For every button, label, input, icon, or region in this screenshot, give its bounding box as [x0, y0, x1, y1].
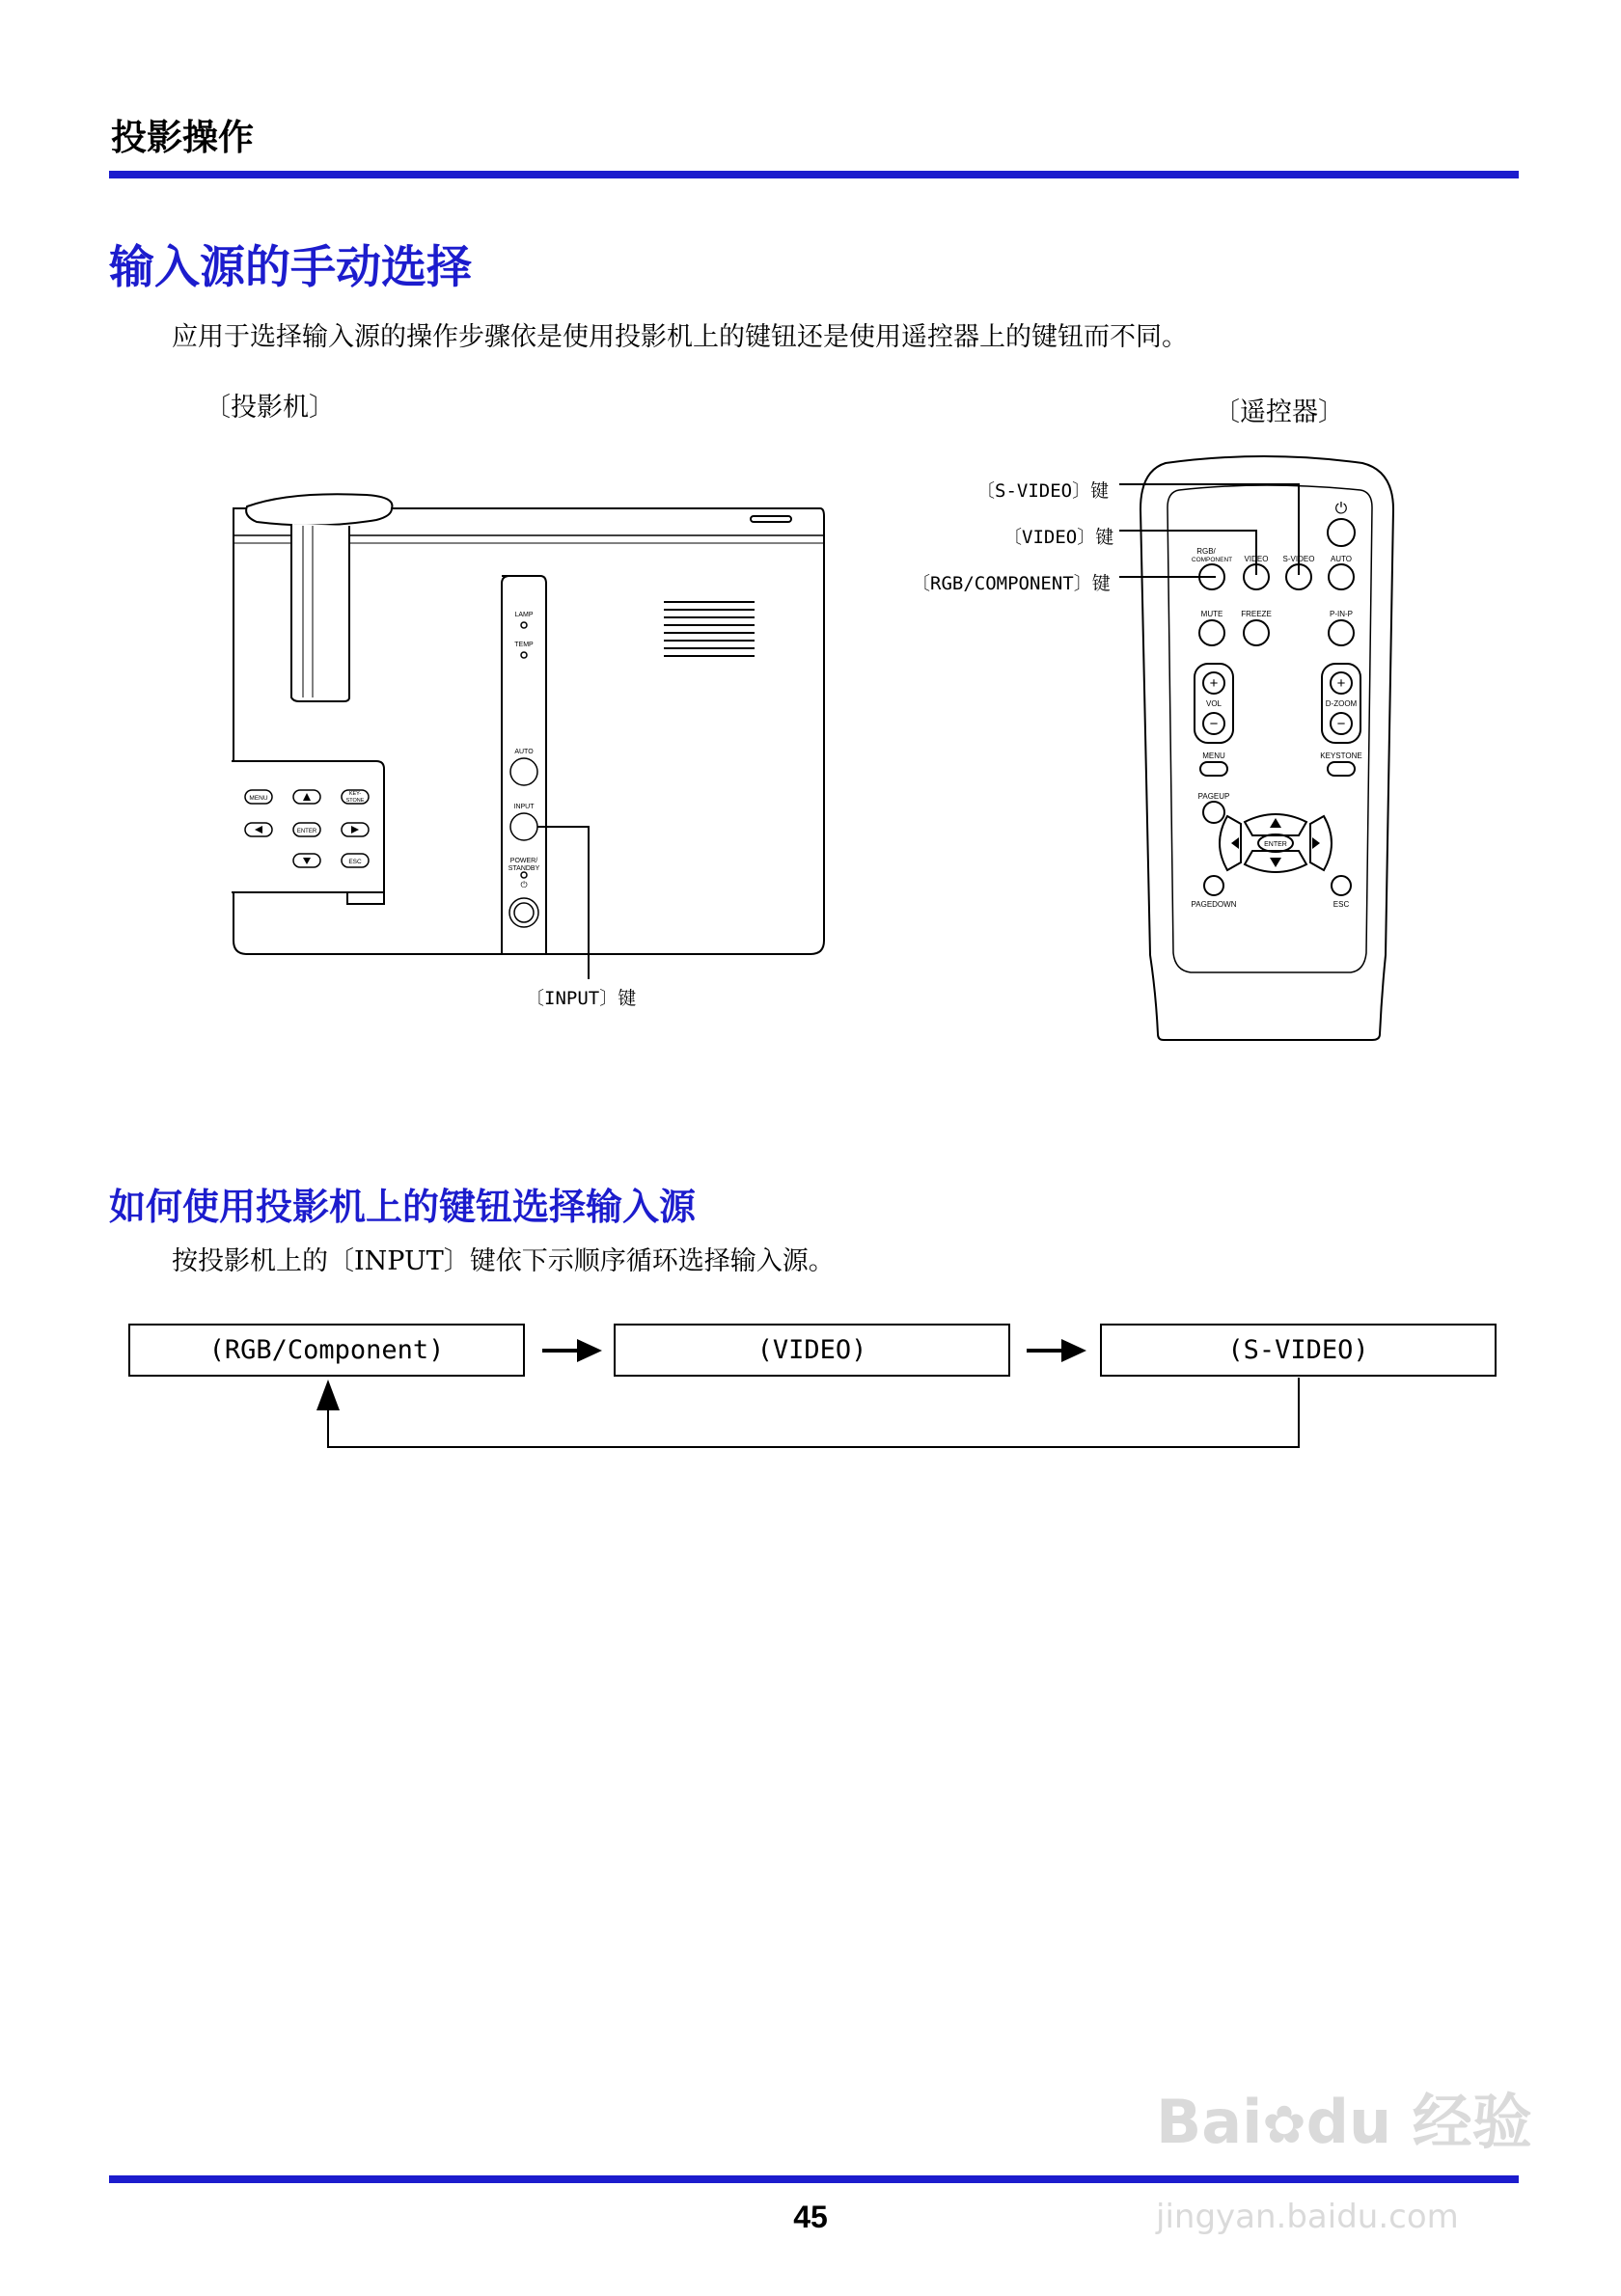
section2-instruction: 按投影机上的〔INPUT〕键依下示顺序循环选择输入源。	[172, 1246, 835, 1276]
vol-plus-icon: +	[1209, 675, 1219, 692]
watermark-logo: Bai✿du 经验	[1156, 2087, 1532, 2157]
mute-label: MUTE	[1200, 610, 1223, 618]
esc-label: ESC	[1333, 900, 1350, 909]
rgb-key-callout: 〔RGB/COMPONENT〕键	[912, 573, 1111, 594]
header-rule	[109, 171, 1519, 178]
keypad-menu-label: MENU	[249, 795, 268, 802]
rgb-label-2: COMPONENT	[1191, 557, 1233, 563]
power-icon: ⏻	[1334, 501, 1348, 517]
section2-heading: 如何使用投影机上的键钮选择输入源	[109, 1185, 697, 1228]
keypad-keystone-label-1: KEY-	[348, 791, 362, 797]
pageup-label: PAGEUP	[1197, 792, 1230, 801]
projector-label: 〔投影机〕	[205, 393, 335, 423]
keypad-esc-label: ESC	[348, 859, 362, 865]
input-key-callout: 〔INPUT〕键	[526, 988, 637, 1009]
arrow-right-icon	[1061, 1339, 1086, 1362]
vol-minus-icon: −	[1209, 716, 1219, 732]
footer-rule	[109, 2175, 1519, 2183]
power-icon: ⏻	[520, 880, 528, 889]
menu-label: MENU	[1202, 752, 1225, 760]
zoom-minus-icon: −	[1336, 716, 1346, 732]
svideo-key-callout: 〔S-VIDEO〕键	[976, 480, 1110, 502]
zoom-plus-icon: +	[1336, 675, 1346, 692]
pinp-label: P-IN-P	[1330, 610, 1353, 618]
rgb-label-1: RGB/	[1196, 547, 1216, 556]
video-key-callout: 〔VIDEO〕键	[1003, 527, 1114, 548]
temp-label: TEMP	[514, 642, 534, 648]
remote-label: 〔遥控器〕	[1214, 397, 1344, 427]
flow-arrows	[0, 1312, 1621, 1457]
keypad-enter-label: ENTER	[296, 829, 317, 834]
lamp-label: LAMP	[514, 612, 534, 618]
freeze-label: FREEZE	[1241, 610, 1272, 618]
remote-control-illustration	[1119, 453, 1409, 1052]
page-heading: 输入源的手动选择	[109, 241, 472, 294]
svideo-label: S-VIDEO	[1282, 555, 1315, 563]
power-label-1: POWER/	[509, 858, 538, 864]
intro-paragraph: 应用于选择输入源的操作步骤依是使用投影机上的键钮还是使用遥控器上的键钮而不同。	[172, 322, 1188, 352]
arrow-right-icon	[577, 1339, 602, 1362]
projector-top-view-illustration	[222, 487, 839, 1027]
keypad-keystone-label-2: STONE	[345, 798, 365, 804]
vol-label: VOL	[1205, 699, 1223, 708]
watermark-url: jingyan.baidu.com	[1156, 2198, 1459, 2236]
flow-box-svideo: (S-VIDEO)	[1100, 1324, 1497, 1377]
page-number: 45	[793, 2200, 828, 2234]
flow-box-rgb: (RGB/Component)	[128, 1324, 525, 1377]
auto-label: AUTO	[1330, 555, 1353, 563]
pagedown-label: PAGEDOWN	[1191, 900, 1237, 909]
enter-label: ENTER	[1264, 841, 1287, 848]
keystone-label: KEYSTONE	[1320, 752, 1362, 760]
auto-label: AUTO	[514, 749, 534, 755]
section-header-title: 投影操作	[111, 117, 254, 158]
video-label: VIDEO	[1244, 555, 1269, 563]
power-label-2: STANDBY	[508, 865, 540, 872]
input-label: INPUT	[513, 804, 535, 810]
dzoom-label: D-ZOOM	[1325, 699, 1358, 708]
arrow-up-icon	[316, 1380, 340, 1410]
flow-box-video: (VIDEO)	[614, 1324, 1010, 1377]
